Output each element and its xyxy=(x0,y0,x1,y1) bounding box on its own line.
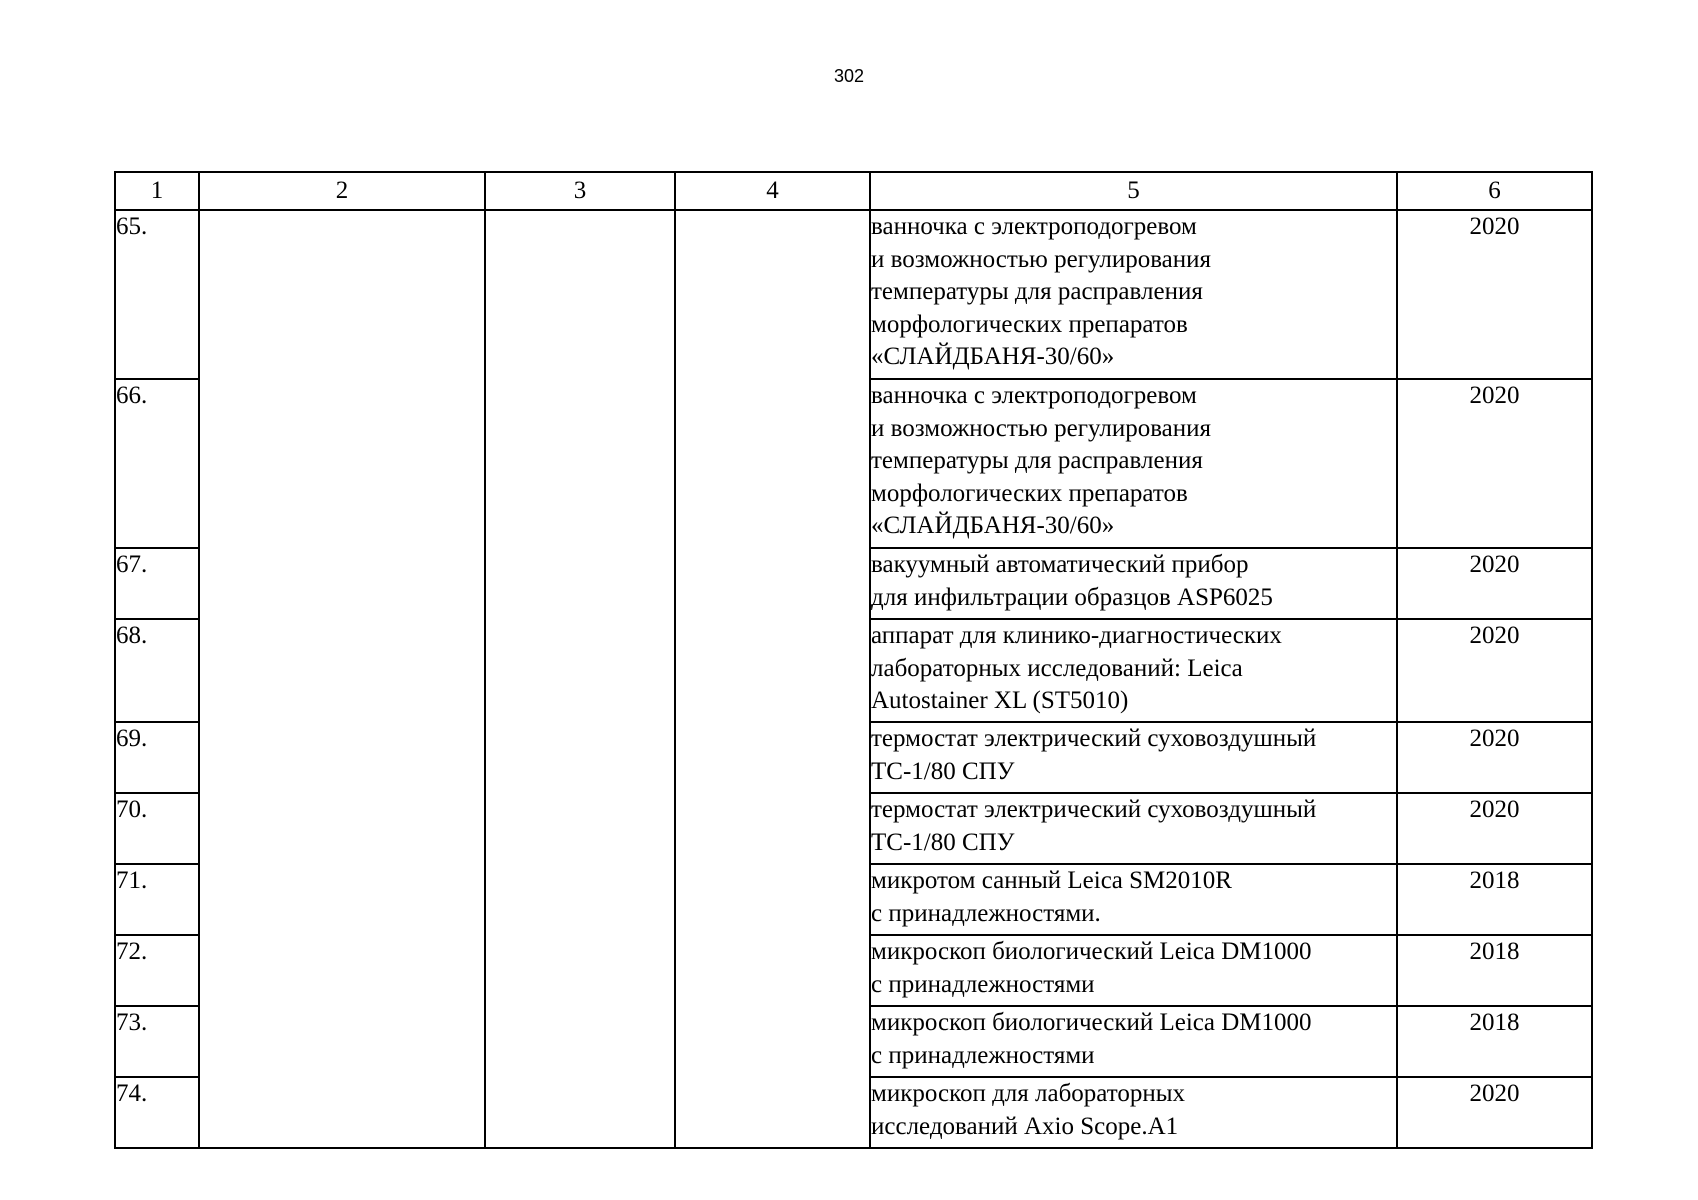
equipment-description: микроскоп биологический Leica DM1000 с принадлежностями xyxy=(870,935,1397,1006)
column-header-5: 5 xyxy=(870,172,1397,210)
column-header-3: 3 xyxy=(485,172,675,210)
row-number: 67. xyxy=(115,548,199,619)
table-row xyxy=(115,210,1592,379)
row-number: 73. xyxy=(115,1006,199,1077)
column-4-empty-cell xyxy=(675,210,870,1148)
equipment-year: 2018 xyxy=(1397,864,1592,935)
column-header-6: 6 xyxy=(1397,172,1592,210)
equipment-description: микроскоп для лабораторных исследований Axio Scope.A1 xyxy=(870,1077,1397,1148)
row-number: 71. xyxy=(115,864,199,935)
equipment-year: 2018 xyxy=(1397,935,1592,1006)
equipment-description: аппарат для клинико-диагностических лабораторных исследований: Leica Autostainer XL (ST5010) xyxy=(870,619,1397,722)
equipment-description: микроскоп биологический Leica DM1000 с принадлежностями xyxy=(870,1006,1397,1077)
row-number: 68. xyxy=(115,619,199,722)
equipment-year: 2020 xyxy=(1397,210,1592,379)
equipment-description: термостат электрический суховоздушный ТС-1/80 СПУ xyxy=(870,722,1397,793)
row-number: 72. xyxy=(115,935,199,1006)
equipment-year: 2018 xyxy=(1397,1006,1592,1077)
equipment-year: 2020 xyxy=(1397,722,1592,793)
equipment-year: 2020 xyxy=(1397,793,1592,864)
row-number: 70. xyxy=(115,793,199,864)
row-number: 65. xyxy=(115,210,199,379)
column-3-empty-cell xyxy=(485,210,675,1148)
equipment-year: 2020 xyxy=(1397,1077,1592,1148)
row-number: 66. xyxy=(115,379,199,548)
equipment-year: 2020 xyxy=(1397,619,1592,722)
equipment-description: ванночка с электроподогревом и возможностью регулирования температуры для расправления морфологических препаратов «СЛАЙДБАНЯ-30/60» xyxy=(870,379,1397,548)
page-number: 302 xyxy=(833,66,865,86)
equipment-description: термостат электрический суховоздушный ТС-1/80 СПУ xyxy=(870,793,1397,864)
row-number: 69. xyxy=(115,722,199,793)
column-header-4: 4 xyxy=(675,172,870,210)
column-2-empty-cell xyxy=(199,210,485,1148)
equipment-description: ванночка с электроподогревом и возможностью регулирования температуры для расправления морфологических препаратов «СЛАЙДБАНЯ-30/60» xyxy=(870,210,1397,379)
equipment-year: 2020 xyxy=(1397,548,1592,619)
row-number: 74. xyxy=(115,1077,199,1148)
column-header-2: 2 xyxy=(199,172,485,210)
equipment-description: микротом санный Leica SM2010R с принадлежностями. xyxy=(870,864,1397,935)
equipment-description: вакуумный автоматический прибор для инфильтрации образцов ASP6025 xyxy=(870,548,1397,619)
equipment-year: 2020 xyxy=(1397,379,1592,548)
equipment-table xyxy=(114,171,1593,1149)
column-header-1: 1 xyxy=(115,172,199,210)
table-header-row xyxy=(115,172,1592,210)
